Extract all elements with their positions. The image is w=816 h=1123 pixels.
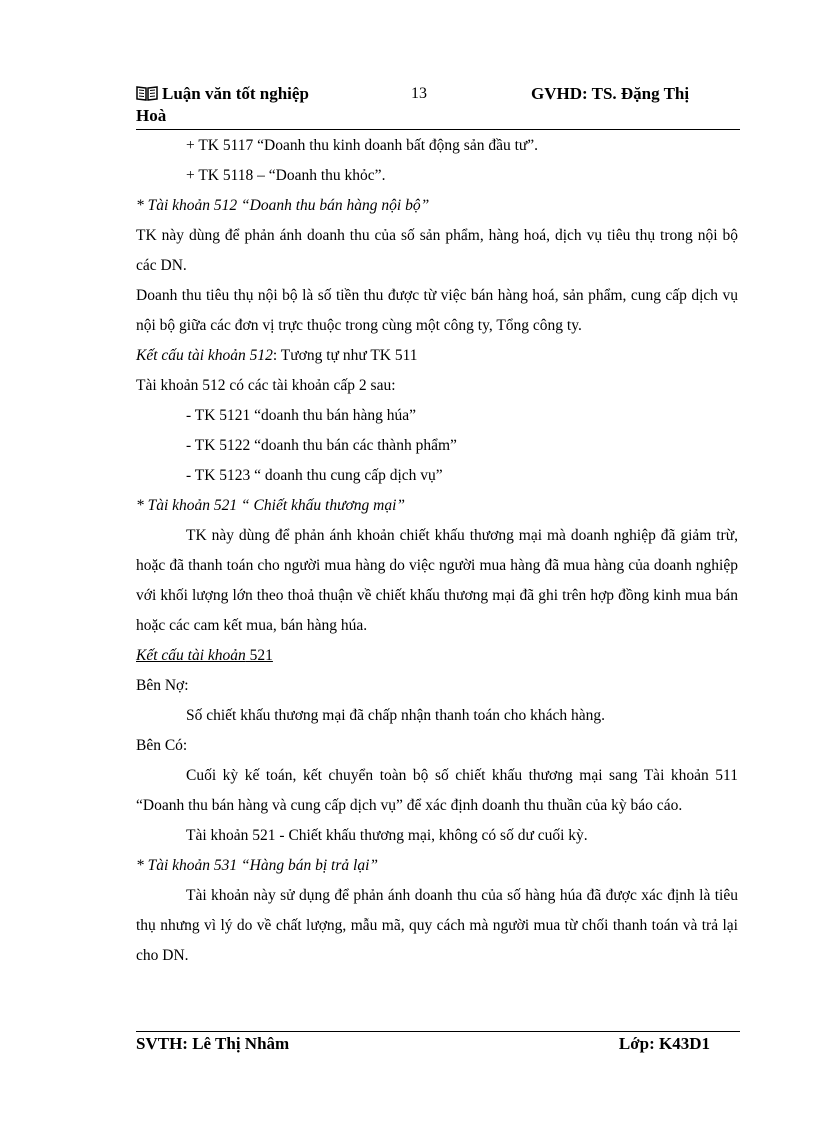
list-item: - TK 5122 “doanh thu bán các thành phẩm” xyxy=(186,437,457,454)
structure-label: Kết cấu tài khoản xyxy=(136,647,246,664)
structure-line xyxy=(136,341,738,371)
page-header xyxy=(136,84,740,130)
header-title: Luận văn tốt nghiệp xyxy=(162,84,309,103)
header-supervisor-wrap: Hoà xyxy=(136,106,167,125)
document-body xyxy=(136,131,738,971)
paragraph: Tài khoản 521 - Chiết khấu thương mại, không có số dư cuối kỳ. xyxy=(186,827,588,844)
footer-rule xyxy=(136,1031,740,1032)
credit-label: Bên Có: xyxy=(136,737,188,754)
list-item: - TK 5121 “doanh thu bán hàng húa” xyxy=(186,407,417,424)
section-heading: * Tài khoản 521 “ Chiết khấu thương mại” xyxy=(136,497,406,514)
structure-label: Kết cấu tài khoản 512 xyxy=(136,347,273,364)
section-heading: * Tài khoản 531 “Hàng bán bị trả lại” xyxy=(136,857,378,874)
paragraph: TK này dùng để phản ánh doanh thu của số sản phẩm, hàng hoá, dịch vụ tiêu thụ trong nội bộ các DN. xyxy=(136,227,738,274)
header-supervisor: GVHD: TS. Đặng Thị xyxy=(531,84,690,103)
text-line: + TK 5117 “Doanh thu kinh doanh bất động sản đầu tư”. xyxy=(186,137,539,154)
paragraph: TK này dùng để phản ánh khoản chiết khấu thương mại mà doanh nghiệp đã giảm trừ, hoặc đã thanh toán cho người mua hàng do việc người mua hàng đã mua hàng của doanh nghiệp với khối lượng lớn theo thoả thuận về chiết khấu thương mại đã ghi trên hợp đồng kinh mua bán hoặc các cam kết mua, bán hàng húa. xyxy=(136,527,738,634)
page-footer xyxy=(136,1034,740,1054)
paragraph: Cuối kỳ kế toán, kết chuyển toàn bộ số chiết khấu thương mại sang Tài khoản 511 “Doanh thu bán hàng và cung cấp dịch vụ” để xác định doanh thu thuần của kỳ báo cáo. xyxy=(136,767,738,814)
paragraph: Tài khoản này sử dụng để phản ánh doanh thu của số hàng húa đã được xác định là tiêu thụ nhưng vì lý do về chất lượng, mẫu mã, quy cách mà người mua từ chối thanh toán và trả lại cho DN. xyxy=(136,887,738,964)
debit-label: Bên Nợ: xyxy=(136,677,189,694)
paragraph: Số chiết khấu thương mại đã chấp nhận thanh toán cho khách hàng. xyxy=(186,707,606,724)
structure-text: : Tương tự như TK 511 xyxy=(272,347,418,364)
header-title-wrap xyxy=(136,84,309,104)
list-item: - TK 5123 “ doanh thu cung cấp dịch vụ” xyxy=(186,467,443,484)
text-line: + TK 5118 – “Doanh thu khỏc”. xyxy=(186,167,386,184)
structure-number: 521 xyxy=(245,647,273,664)
footer-class: Lớp: K43D1 xyxy=(618,1034,710,1053)
page-number: 13 xyxy=(411,85,427,102)
structure-line xyxy=(136,641,738,671)
footer-student: SVTH: Lê Thị Nhâm xyxy=(136,1034,290,1053)
paragraph: Tài khoản 512 có các tài khoản cấp 2 sau: xyxy=(136,377,396,394)
section-heading: * Tài khoản 512 “Doanh thu bán hàng nội bộ” xyxy=(136,197,430,214)
book-icon xyxy=(136,85,158,101)
header-rule xyxy=(136,129,740,130)
paragraph: Doanh thu tiêu thụ nội bộ là số tiền thu được từ việc bán hàng hoá, sản phẩm, cung cấp dịch vụ nội bộ giữa các đơn vị trực thuộc trong cùng một công ty, Tổng công ty. xyxy=(136,287,738,334)
